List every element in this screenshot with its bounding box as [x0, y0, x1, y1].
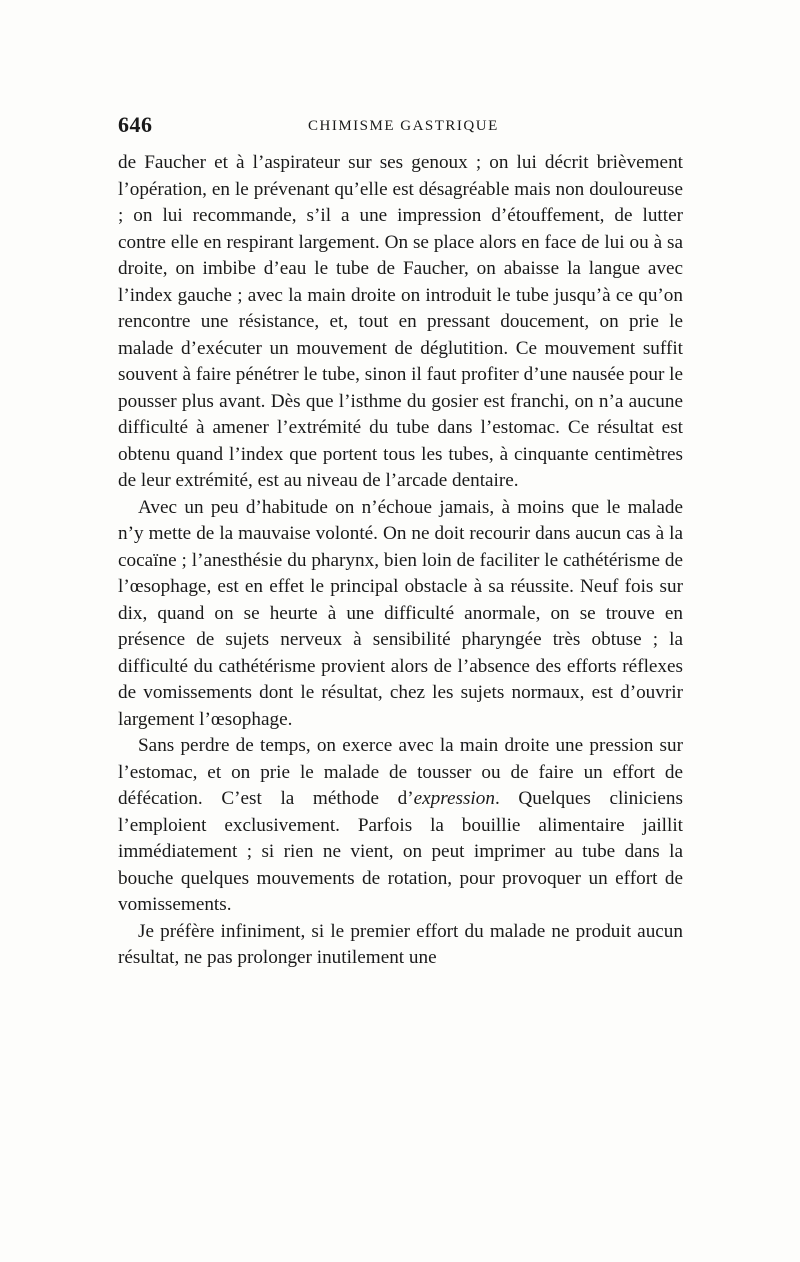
paragraph-2: Avec un peu d’habitude on n’échoue jamais, à moins que le malade n’y mette de la mauvaise volonté. On ne doit recourir dans aucun cas à la cocaïne ; l’anesthésie du pharynx, bien loin de faciliter le cathétérisme de l’œsophage, est en effet le principal obstacle à sa réussite. Neuf fois sur dix, quand on se heurte à une difficulté anormale, on se trouve en présence de sujets nerveux à sensibilité pharyngée très obtuse ; la difficulté du cathétérisme provient alors de l’absence des efforts réflexes de vomissements dont le résultat, chez les sujets normaux, est d’ouvrir largement l’œsophage.: [118, 496, 683, 730]
paragraph-4: Je préfère infiniment, si le premier effort du malade ne produit aucun résultat, ne pas prolonger inutilement une: [118, 920, 683, 968]
paragraph-3: Sans perdre de temps, on exerce avec la main droite une pression sur l’estomac, et on prie le malade de tousser ou de faire un effort de défécation. C’est la méthode d’expression. Quelques cliniciens l’emploient exclusivement. Parfois la bouillie alimentaire jaillit immédiatement ; si rien ne vient, on peut imprimer au tube dans la bouche quelques mouvements de rotation, pour provoquer un effort de vomissements.: [118, 735, 683, 915]
running-title: CHIMISME GASTRIQUE: [308, 118, 499, 134]
page-number: 646: [118, 112, 153, 137]
paragraph-1: de Faucher et à l’aspirateur sur ses genoux ; on lui décrit brièvement l’opération, en le prévenant qu’elle est désagréable mais non douloureuse ; on lui recommande, s’il a une impression d’étouffement, de lutter contre elle en respirant largement. On se place alors en face de lui ou à sa droite, on imbibe d’eau le tube de Faucher, on abaisse la langue avec l’index gauche ; avec la main droite on introduit le tube jusqu’à ce qu’on rencontre une résistance, et, tout en pressant doucement, on prie le malade d’exécuter un mouvement de déglutition. Ce mouvement suffit souvent à faire pénétrer le tube, sinon il faut profiter d’une nausée pour le pousser plus avant. Dès que l’isthme du gosier est franchi, on n’a aucune difficulté à amener l’extrémité du tube dans l’estomac. Ce résultat est obtenu quand l’index que portent tous les tubes, à cinquante centimètres de leur extrémité, est au niveau de l’arcade dentaire.: [118, 152, 683, 491]
body-text: [118, 150, 683, 972]
page-header: [118, 112, 683, 142]
italic-term: expression: [413, 788, 495, 809]
